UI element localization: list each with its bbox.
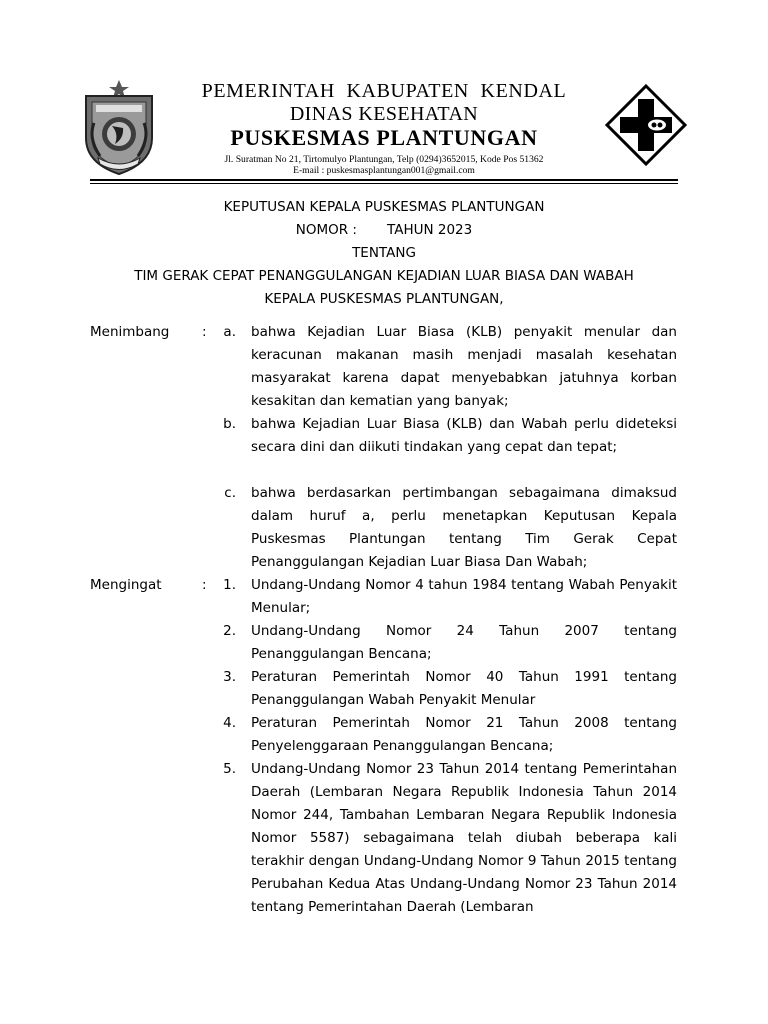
menimbang-mark-c: c.	[224, 485, 236, 501]
decree-title: TIM GERAK CEPAT PENANGGULANGAN KEJADIAN LUAR BIASA DAN WABAH	[134, 268, 634, 284]
decree-heading: KEPUTUSAN KEPALA PUSKESMAS PLANTUNGAN	[223, 199, 545, 215]
menimbang-mark-b: b.	[223, 416, 236, 432]
menimbang-item-c: bahwa berdasarkan pertimbangan sebagaimana dimaksud dalam huruf a, perlu menetapkan Keputusan Kepala Puskesmas Plantungan tentang Tim Gerak Cepat Penanggulangan Kejadian Luar Biasa Dan Wabah;	[251, 485, 677, 570]
letterhead-department: DINAS KESEHATAN	[289, 103, 479, 125]
menimbang-colon: :	[202, 324, 207, 340]
mengingat-mark-2: 2.	[223, 623, 236, 639]
mengingat-mark-4: 4.	[223, 715, 236, 731]
menimbang-label: Menimbang	[90, 324, 170, 340]
mengingat-label: Mengingat	[90, 577, 162, 593]
letterhead-institution: PUSKESMAS PLANTUNGAN	[230, 125, 538, 150]
mengingat-item-2: Undang-Undang Nomor 24 Tahun 2007 tentang Penanggulangan Bencana;	[251, 623, 677, 662]
mengingat-item-5: Undang-Undang Nomor 23 Tahun 2014 tentang Pemerintahan Daerah (Lembaran Negara Republik Indonesia Tahun 2014 Nomor 244, Tambahan Lembaran Negara Republik Indonesia Nomor 5587) sebagaimana telah diubah beberapa kali terakhir dengan Undang-Undang Nomor 9 Tahun 2015 tentang Perubahan Kedua Atas Undang-Undang Nomor 23 Tahun 2014 tentang Pemerintahan Daerah (Lembaran	[251, 761, 677, 915]
puskesmas-logo	[605, 84, 687, 166]
letterhead-divider-thin	[90, 183, 678, 184]
letterhead-government: PEMERINTAH KABUPATEN KENDAL	[201, 80, 567, 102]
mengingat-mark-1: 1.	[223, 577, 236, 593]
letterhead-address: Jl. Suratman No 21, Tirtomulyo Plantungan, Telp (0294)3652015, Kode Pos 51362	[224, 154, 544, 165]
decree-tentang: TENTANG	[352, 245, 416, 261]
mengingat-item-4: Peraturan Pemerintah Nomor 21 Tahun 2008 tentang Penyelenggaraan Penanggulangan Bencana;	[251, 715, 677, 754]
mengingat-mark-5: 5.	[223, 761, 236, 777]
decree-signatory: KEPALA PUSKESMAS PLANTUNGAN,	[264, 291, 504, 307]
decree-number: NOMOR : TAHUN 2023	[295, 222, 473, 238]
letterhead-divider-thick	[90, 179, 678, 181]
menimbang-mark-a: a.	[223, 324, 236, 340]
letterhead-email: E-mail : puskesmasplantungan001@gmail.com	[293, 165, 475, 176]
mengingat-colon: :	[202, 577, 207, 593]
kendal-crest-logo	[78, 78, 160, 178]
mengingat-item-3: Peraturan Pemerintah Nomor 40 Tahun 1991 tentang Penanggulangan Wabah Penyakit Menular	[251, 669, 677, 708]
menimbang-item-a: bahwa Kejadian Luar Biasa (KLB) penyakit menular dan keracunan makanan masih menjadi masalah kesehatan masyarakat karena dapat menyebabkan jatuhnya korban kesakitan dan kematian yang banyak;	[251, 324, 677, 409]
menimbang-item-b: bahwa Kejadian Luar Biasa (KLB) dan Wabah perlu dideteksi secara dini dan diikuti tindakan yang cepat dan tepat;	[251, 416, 677, 455]
mengingat-item-1: Undang-Undang Nomor 4 tahun 1984 tentang Wabah Penyakit Menular;	[251, 577, 677, 616]
mengingat-mark-3: 3.	[223, 669, 236, 685]
